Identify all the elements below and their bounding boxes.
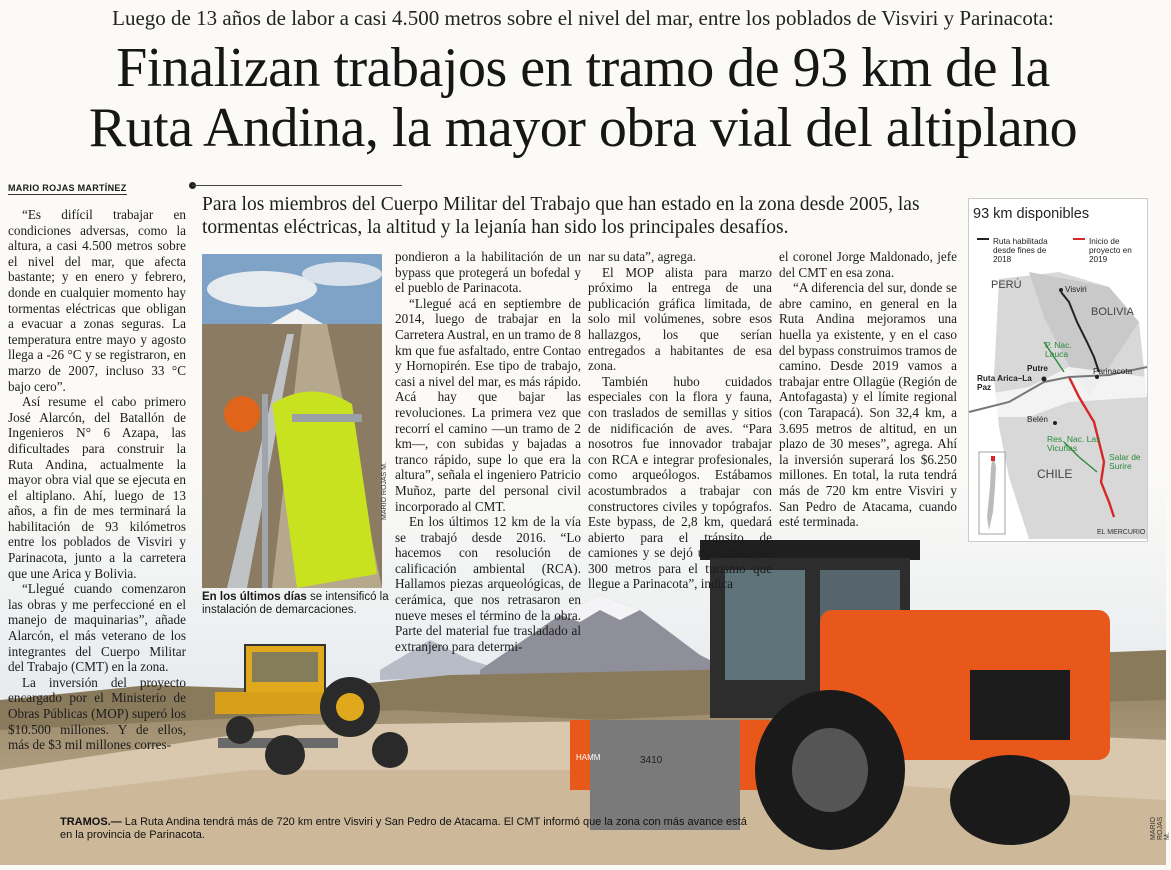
photo-caption (202, 591, 392, 617)
legend-done-label: Ruta habilitada desde fines de 2018 (993, 237, 1048, 264)
worker-photo (202, 254, 382, 588)
paragraph: el coronel Jorge Maldonado, jefe del CMT en esa zona. (779, 249, 957, 280)
label-peru: PERÚ (991, 279, 1022, 291)
divider-line (192, 185, 402, 186)
worker-image (202, 254, 382, 588)
article-column-5 (779, 249, 957, 530)
deck-text: Para los miembros del Cuerpo Militar del Trabajo que han estado en la zona desde 2005, las tormentas eléctricas, la altitud y la lejanía han sido los principales desafíos. (202, 194, 920, 238)
label-vicunas: Res. Nac. Las Vicuñas (1047, 434, 1101, 453)
paragraph: “Es difícil trabajar en condiciones adversas, como la altura, a casi 4.500 metros sobre el nivel del mar, que afecta bastante; y en enero y febrero, donde en cualquier momento hay tormentas eléctricas que obligan a evacuar a zonas seguras. La temperatura entre mayo y agosto llega a -26 °C y se registraron, en marzo de 2007, incluso 33 °C bajo cero”. (8, 207, 186, 394)
caption-text: se intensificó la instalación de demarcaciones. (202, 591, 389, 616)
main-caption (60, 816, 760, 842)
paragraph: El MOP alista para marzo próximo la entrega de una publicación gráfica limitada, de solo mil volúmenes, sobre esos hallazgos, los que serían entregados a habitantes de esa zona. (588, 264, 772, 374)
paragraph: En los últimos 12 km de la vía se trabajó desde 2016. “Lo hacemos con resolución de calificación ambiental (RCA). Hallamos piezas arqueológicas, de cerámica, que nos retrasaron en nueve meses el término de la obra. Parte del material fue trasladado al extranjero para determi- (395, 514, 581, 654)
legend-start-label: Inicio de proyecto en 2019 (1089, 237, 1132, 264)
byline: MARIO ROJAS MARTÍNEZ (8, 183, 127, 193)
article-column-4 (588, 249, 772, 592)
label-surire: Salar de Surire (1109, 452, 1141, 471)
label-lauca: P. Nac. Lauca (1045, 340, 1072, 359)
caption-lead: En los últimos días (202, 591, 307, 603)
headline (0, 38, 1166, 158)
article-column-3 (395, 249, 581, 654)
headline-line-2: Ruta Andina, la mayor obra vial del altiplano (88, 97, 1078, 159)
photo-credit: MARIO ROJAS M. (381, 462, 388, 520)
roller-brand: HAMM (576, 753, 601, 762)
paragraph: La inversión del proyecto encargado por el Ministerio de Obras Públicas (MOP) superó los $10.500 millones. Y de ellos, más de $3 mil millones corres- (8, 674, 186, 753)
paragraph: nar su data”, agrega. (588, 249, 697, 264)
paragraph: También hubo cuidados especiales con la flora y fauna, con traslados de semillas y sitios de nidificación de aves. “Para nosotros fue innovador trabajar con RCA e integrar profesionales, como arqueólogos. Estábamos acostumbrados a trabajar con constructores civiles y topógrafos. Este bypass, de 2,8 km, quedará abierto para el tránsito de camiones y se dejó un camino de 300 metros para el turismo que llegue a Parinacota”, indica (588, 373, 772, 592)
paragraph: “Llegué acá en septiembre de 2014, luego de trabajar en la Carretera Austral, en un tramo de 8 km que fue asfaltado, entre Contao y Hornopirén. Ese tipo de trabajo, casi a nivel del mar, es más rápido. Acá hay que bajar las revoluciones. La primera vez que recorrí el camino —un tramo de 2 km—, con subidas y bajadas a tranco rápido, supe lo que era la altura”, señala el ingeniero Patricio Muñoz, parte del personal civil incorporado al CMT. (395, 295, 581, 514)
map-title: 93 km disponibles (973, 206, 1090, 222)
headline-line-1: Finalizan trabajos en tramo de 93 km de la (116, 37, 1050, 99)
paragraph: pondieron a la habilitación de un bypass que protegerá un bofedal y el pueblo de Parinacota. (395, 249, 581, 296)
label-ruta-arica-la-paz: Ruta Arica–La Paz (977, 374, 1032, 392)
label-bolivia: BOLIVIA (1091, 306, 1134, 318)
main-photo-credit: MARIO ROJAS M. (1150, 816, 1171, 840)
paragraph: “A diferencia del sur, donde se abre camino, en general en la Ruta Andina mejoramos una huella ya existente, y en el caso del bypass construimos tramos de camino. Desde 2019 vamos a trabajar entre Ollagüe (Región de Antofagasta) y el límite regional (con Tarapacá). Son 32,4 km, a 3.695 metros de altitud, en un plazo de 30 meses”, agrega. Ahí la inversión superará los $6.250 millones. En total, la ruta tendrá más de 720 km entre Visviri y San Pedro de Atacama, cuando esté terminada. (779, 280, 958, 530)
paragraph: Así resume el cabo primero José Alarcón, del Batallón de Ingenieros N° 6 Azapa, las dificultades para construir la Ruta Andina, actualmente la mayor obra vial que se ejecuta en el altiplano. Ahí, luego de 13 años, a fin de mes terminará la habilitación de 93 kilómetros entre los poblados de Visviri y Parinacota, junto a la carretera que une Arica y Bolivia. (8, 394, 186, 581)
kicker: Luego de 13 años de labor a casi 4.500 metros sobre el nivel del mar, entre los poblados de Visviri y Parinacota: (112, 6, 1054, 30)
route-map (968, 198, 1148, 542)
paragraph: “Llegué cuando comenzaron las obras y me perfeccioné en el manejo de maquinarias”, añade Alarcón, el más veterano de los integrantes del Cuerpo Militar del Trabajo (CMT) en la zona. (8, 581, 186, 675)
map-source: EL MERCURIO (1097, 529, 1146, 536)
caption-lead: TRAMOS.— (60, 816, 122, 828)
article-column-1 (8, 207, 186, 753)
label-parinacota: Parinacota (1093, 367, 1133, 376)
label-visviri: Visviri (1065, 285, 1087, 294)
label-putre: Putre (1027, 364, 1048, 373)
label-chile: CHILE (1037, 467, 1073, 481)
label-belen: Belén (1027, 415, 1048, 424)
roller-number: 3410 (640, 755, 663, 766)
caption-text: La Ruta Andina tendrá más de 720 km entre Visviri y San Pedro de Atacama. El CMT informó que la zona con más avance está en la provincia de Parinacota. (60, 816, 747, 841)
